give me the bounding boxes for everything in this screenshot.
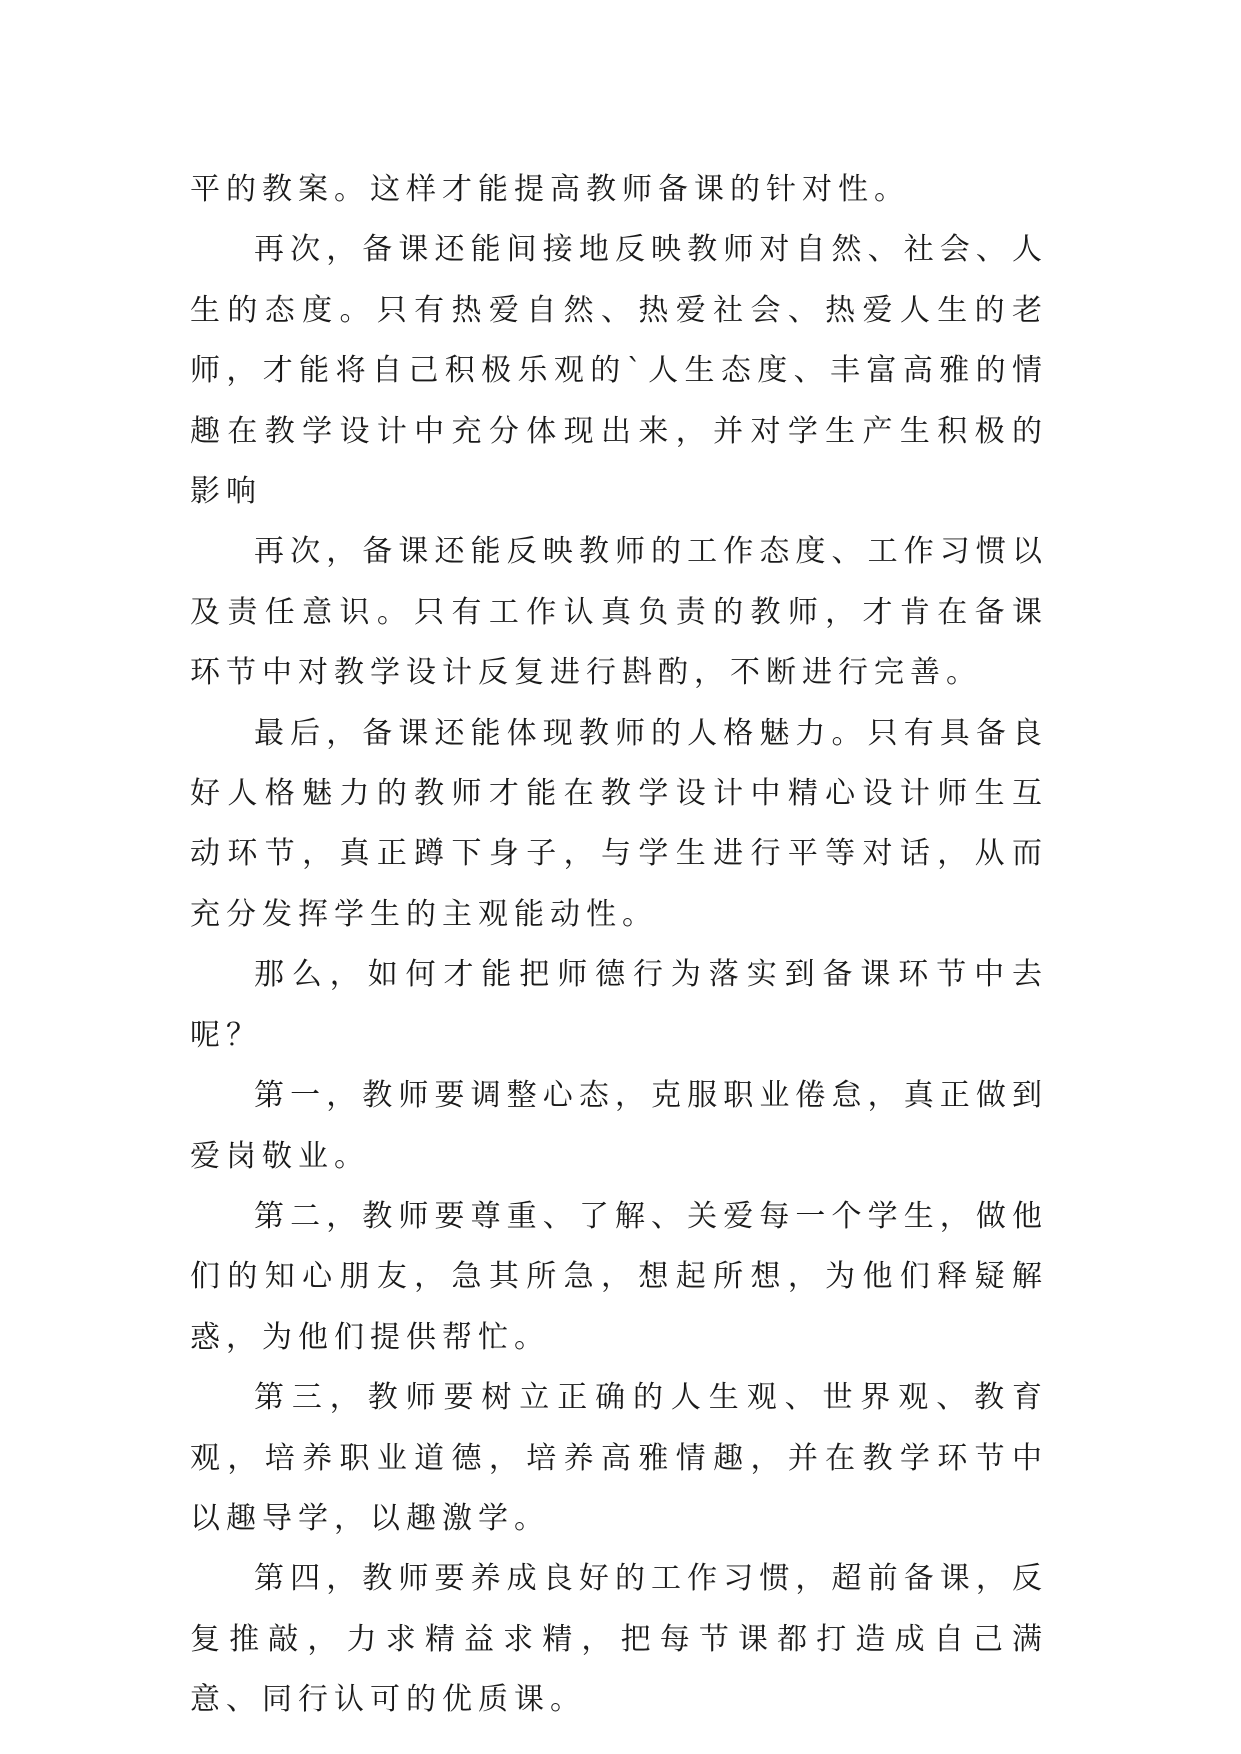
paragraph: 第四，教师要养成良好的工作习惯，超前备课，反复推敲，力求精益求精，把每节课都打造成自己满意、同行认可的优质课。 — [190, 1561, 1048, 1718]
paragraph: 第二，教师要尊重、了解、关爱每一个学生，做他们的知心朋友，急其所急，想起所想，为他们释疑解惑，为他们提供帮忙。 — [190, 1198, 1048, 1355]
paragraph: 最后，备课还能体现教师的人格魅力。只有具备良好人格魅力的教师才能在教学设计中精心设计师生互动环节，真正蹲下身子，与学生进行平等对话，从而充分发挥学生的主观能动性。 — [190, 715, 1048, 932]
paragraph: 那么，如何才能把师德行为落实到备课环节中去呢？ — [190, 957, 1048, 1053]
document-body — [190, 160, 1048, 1731]
paragraph: 第三，教师要树立正确的人生观、世界观、教育观，培养职业道德，培养高雅情趣，并在教学环节中以趣导学，以趣激学。 — [190, 1380, 1048, 1536]
paragraph: 再次，备课还能反映教师的工作态度、工作习惯以及责任意识。只有工作认真负责的教师，才肯在备课环节中对教学设计反复进行斟酌，不断进行完善。 — [190, 534, 1048, 691]
paragraph: 平的教案。这样才能提高教师备课的针对性。 — [190, 172, 910, 207]
paragraph: 再次，备课还能间接地反映教师对自然、社会、人生的态度。只有热爱自然、热爱社会、热爱人生的老师，才能将自己积极乐观的`人生态度、丰富高雅的情趣在教学设计中充分体现出来，并对学生产生积极的影响 — [190, 232, 1048, 510]
paragraph: 第一，教师要调整心态，克服职业倦怠，真正做到爱岗敬业。 — [190, 1078, 1048, 1174]
